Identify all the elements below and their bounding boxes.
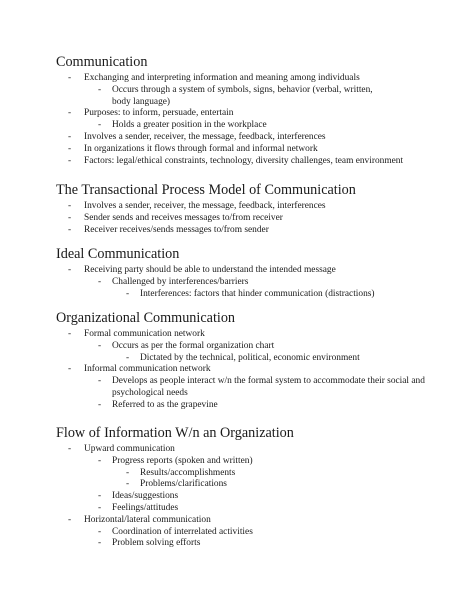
- bullet-dash: -: [98, 455, 102, 466]
- section-heading: The Transactional Process Model of Communication: [56, 182, 356, 198]
- list-item: - Purposes: to inform, persuade, entertain: [68, 108, 234, 119]
- bullet-dash: -: [126, 467, 130, 478]
- section-flow-of-information: [56, 425, 446, 550]
- list-item: - Occurs as per the formal organization chart: [98, 340, 275, 351]
- bullet-dash: -: [68, 514, 72, 525]
- bullet-dash: -: [98, 84, 102, 95]
- list-item: - Dictated by the technical, political, economic environment: [126, 352, 360, 363]
- bullet-dash: -: [126, 479, 130, 490]
- list-item: - Receiving party should be able to understand the intended message: [68, 265, 336, 275]
- bullet-dash: -: [98, 526, 102, 537]
- list-item: - Holds a greater position in the workplace: [98, 120, 267, 131]
- bullet-dash: -: [68, 364, 72, 375]
- bullet-dash: -: [68, 212, 72, 223]
- bullet-dash: -: [126, 288, 130, 299]
- list-item: - Problems/clarifications: [126, 479, 227, 490]
- list-item: - In organizations it flows through formal and informal network: [68, 143, 318, 154]
- bullet-dash: -: [68, 155, 72, 166]
- bullet-dash: -: [98, 276, 102, 287]
- bullet-dash: -: [68, 329, 72, 339]
- section-organizational-communication: [56, 310, 446, 412]
- bullet-dash: -: [68, 201, 72, 211]
- section-ideal-communication: [56, 246, 446, 300]
- section-heading: Communication: [56, 54, 148, 70]
- list-item: - Involves a sender, receiver, the message, feedback, interferences: [68, 201, 326, 211]
- list-item: - Ideas/suggestions: [98, 491, 179, 502]
- bullet-dash: -: [98, 120, 102, 131]
- bullet-dash: -: [68, 73, 72, 83]
- section-communication: [56, 54, 446, 167]
- bullet-dash: -: [98, 376, 102, 387]
- bullet-dash: -: [126, 352, 130, 363]
- list-item: - Referred to as the grapevine: [98, 399, 218, 410]
- list-item: - Occurs through a system of symbols, signs, behavior (verbal, written, body language): [98, 84, 373, 107]
- list-item: - Involves a sender, receiver, the message, feedback, interferences: [68, 131, 326, 142]
- list-item: - Horizontal/lateral communication: [68, 514, 211, 525]
- bullet-dash: -: [68, 444, 72, 454]
- list-item: - Receiver receives/sends messages to/from sender: [68, 224, 269, 235]
- bullet-dash: -: [98, 340, 102, 351]
- section-heading: Flow of Information W/n an Organization: [56, 425, 294, 441]
- bullet-dash: -: [68, 131, 72, 142]
- list-item: - Upward communication: [68, 444, 175, 454]
- bullet-dash: -: [68, 143, 72, 154]
- section-heading: Organizational Communication: [56, 310, 236, 326]
- list-item: - Develops as people interact w/n the formal system to accommodate their social and psychological needs: [98, 376, 425, 398]
- bullet-dash: -: [98, 399, 102, 410]
- list-item: - Informal communication network: [68, 364, 211, 375]
- list-item: - Progress reports (spoken and written): [98, 455, 253, 466]
- list-item: - Exchanging and interpreting information and meaning among individuals: [68, 73, 360, 83]
- bullet-dash: -: [98, 502, 102, 513]
- bullet-dash: -: [68, 224, 72, 235]
- bullet-dash: -: [68, 265, 72, 275]
- list-item: - Coordination of interrelated activities: [98, 526, 253, 537]
- list-item: - Formal communication network: [68, 329, 205, 339]
- list-item: - Problem solving efforts: [98, 538, 201, 549]
- list-item: - Factors: legal/ethical constraints, technology, diversity challenges, team environment: [68, 155, 404, 166]
- bullet-dash: -: [98, 538, 102, 549]
- list-item: - Challenged by interferences/barriers: [98, 276, 249, 287]
- list-item: - Feelings/attitudes: [98, 502, 179, 513]
- list-item: - Sender sends and receives messages to/from receiver: [68, 212, 283, 223]
- section-heading: Ideal Communication: [56, 246, 180, 262]
- list-item: - Results/accomplishments: [126, 467, 236, 478]
- bullet-dash: -: [98, 491, 102, 502]
- list-item: - Interferences: factors that hinder communication (distractions): [126, 288, 375, 299]
- section-transactional-model: [56, 182, 446, 236]
- bullet-dash: -: [68, 108, 72, 119]
